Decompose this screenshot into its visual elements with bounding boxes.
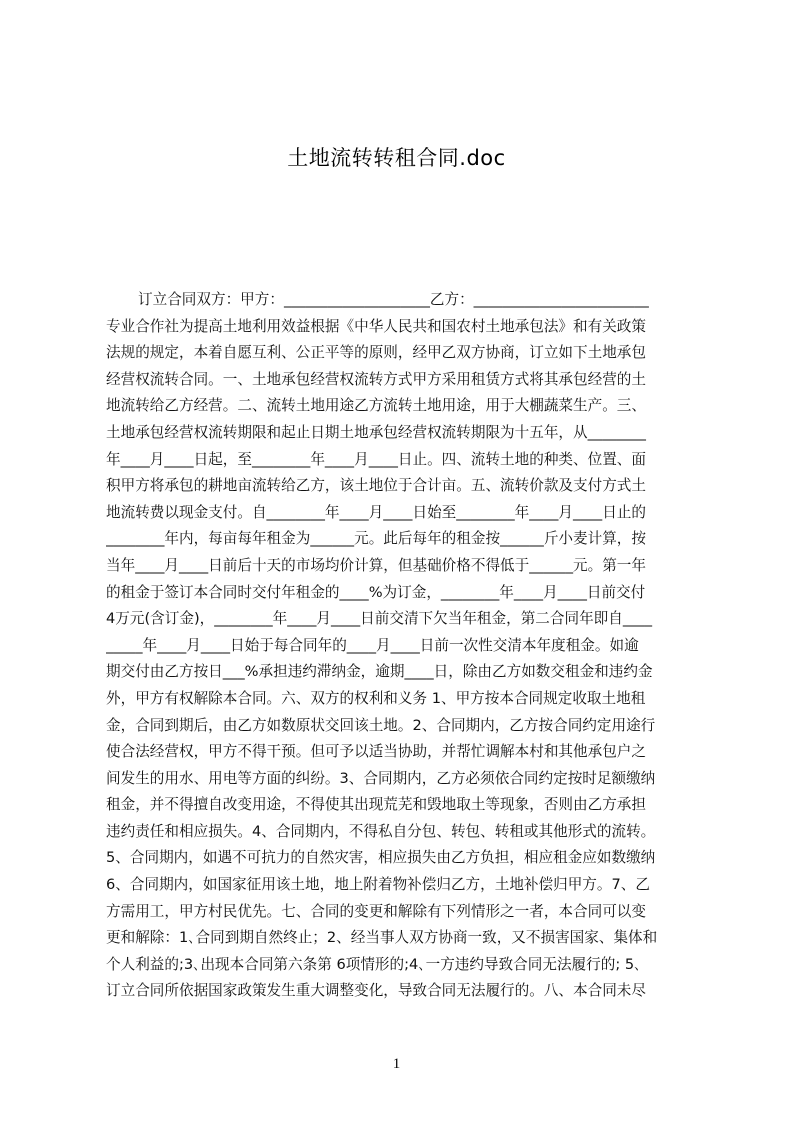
text-line: 的租金于签订本合同时交付年租金的____%为订金，________年____月____日前交付: [106, 583, 646, 601]
text-line: 外，甲方有权解除本合同。六、双方的权利和义务 1、甲方按本合同规定收取土地租: [106, 689, 646, 707]
text-line: 金，合同到期后，由乙方如数原状交回该土地。2、合同期内，乙方按合同约定用途行: [106, 716, 656, 734]
text-line: 地流转给乙方经营。二、流转土地用途乙方流转土地用途，用于大棚蔬菜生产。三、: [106, 397, 646, 415]
text-line: 当年____月____日前后十天的市场均价计算，但基础价格不得低于______元。第一年: [106, 556, 646, 574]
text-line: 订立合同双方：甲方：____________________乙方：________________________: [138, 291, 649, 308]
text-line: 租金，并不得擅自改变用途，不得使其出现荒芜和毁地取土等现象，否则由乙方承担: [106, 796, 646, 814]
text-line: 订立合同所依据国家政策发生重大调整变化，导致合同无法履行的。八、本合同未尽: [106, 982, 646, 1000]
text-line: 积甲方将承包的耕地亩流转给乙方，该土地位于合计亩。五、流转价款及支付方式土: [106, 477, 646, 495]
text-line: 4万元(含订金)，________年____月____日前交清下欠当年租金，第二合同年即自____: [106, 610, 653, 628]
text-line: 间发生的用水、用电等方面的纠纷。3、合同期内，乙方必须依合同约定按时足额缴纳: [106, 769, 656, 787]
text-line: 违约责任和相应损失。4、合同期内，不得私自分包、转包、转租或其他形式的流转。: [106, 822, 656, 840]
text-line: 更和解除：1､合同到期自然终止；2、经当事人双方协商一致，又不损害国家、集体和: [106, 929, 658, 947]
text-line: 专业合作社为提高土地利用效益根据《中华人民共和国农村土地承包法》和有关政策: [106, 317, 646, 335]
text-line: 经营权流转合同。一、土地承包经营权流转方式甲方采用租赁方式将其承包经营的土: [106, 370, 646, 388]
text-line: 土地承包经营权流转期限和起止日期土地承包经营权流转期限为十五年，从________: [106, 423, 646, 441]
text-line: ________年内，每亩每年租金为______元。此后每年的租金按______斤小麦计算，按: [106, 530, 646, 548]
text-line: 地流转费以现金支付。自________年____月____日始至________年____月____日止的: [106, 503, 646, 521]
text-line: 年____月____日起，至________年____月____日止。四、流转土地的种类、位置、面: [106, 450, 646, 468]
text-line: 个人利益的;3､出现本合同第六条第 6项情形的;4､一方违约导致合同无法履行的; 5､: [106, 955, 642, 973]
document-body: [106, 290, 700, 1008]
text-line: _____年____月____日始于每合同年的____月____日前一次性交清本年度租金。如逾: [106, 636, 639, 654]
text-line: 使合法经营权，甲方不得干预。但可予以适当协助，并帮忙调解本村和其他承包户之: [106, 743, 646, 761]
text-line: 期交付由乙方按日___%承担违约滞纳金，逾期____日，除由乙方如数交租金和违约金: [106, 663, 653, 681]
text-line: 法规的规定，本着自愿互利、公正平等的原则，经甲乙双方协商，订立如下土地承包: [106, 344, 646, 362]
page-number: 1: [392, 1056, 401, 1072]
text-line: 5、合同期内，如遇不可抗力的自然灾害，相应损失由乙方负担，相应租金应如数缴纳: [106, 849, 656, 867]
text-line: 6、合同期内，如国家征用该土地，地上附着物补偿归乙方，土地补偿归甲方。7、乙: [106, 876, 650, 894]
text-line: 方需用工，甲方村民优先。七、合同的变更和解除有下列情形之一者，本合同可以变: [106, 902, 646, 920]
document-title: 土地流转转租合同.doc: [287, 146, 506, 170]
